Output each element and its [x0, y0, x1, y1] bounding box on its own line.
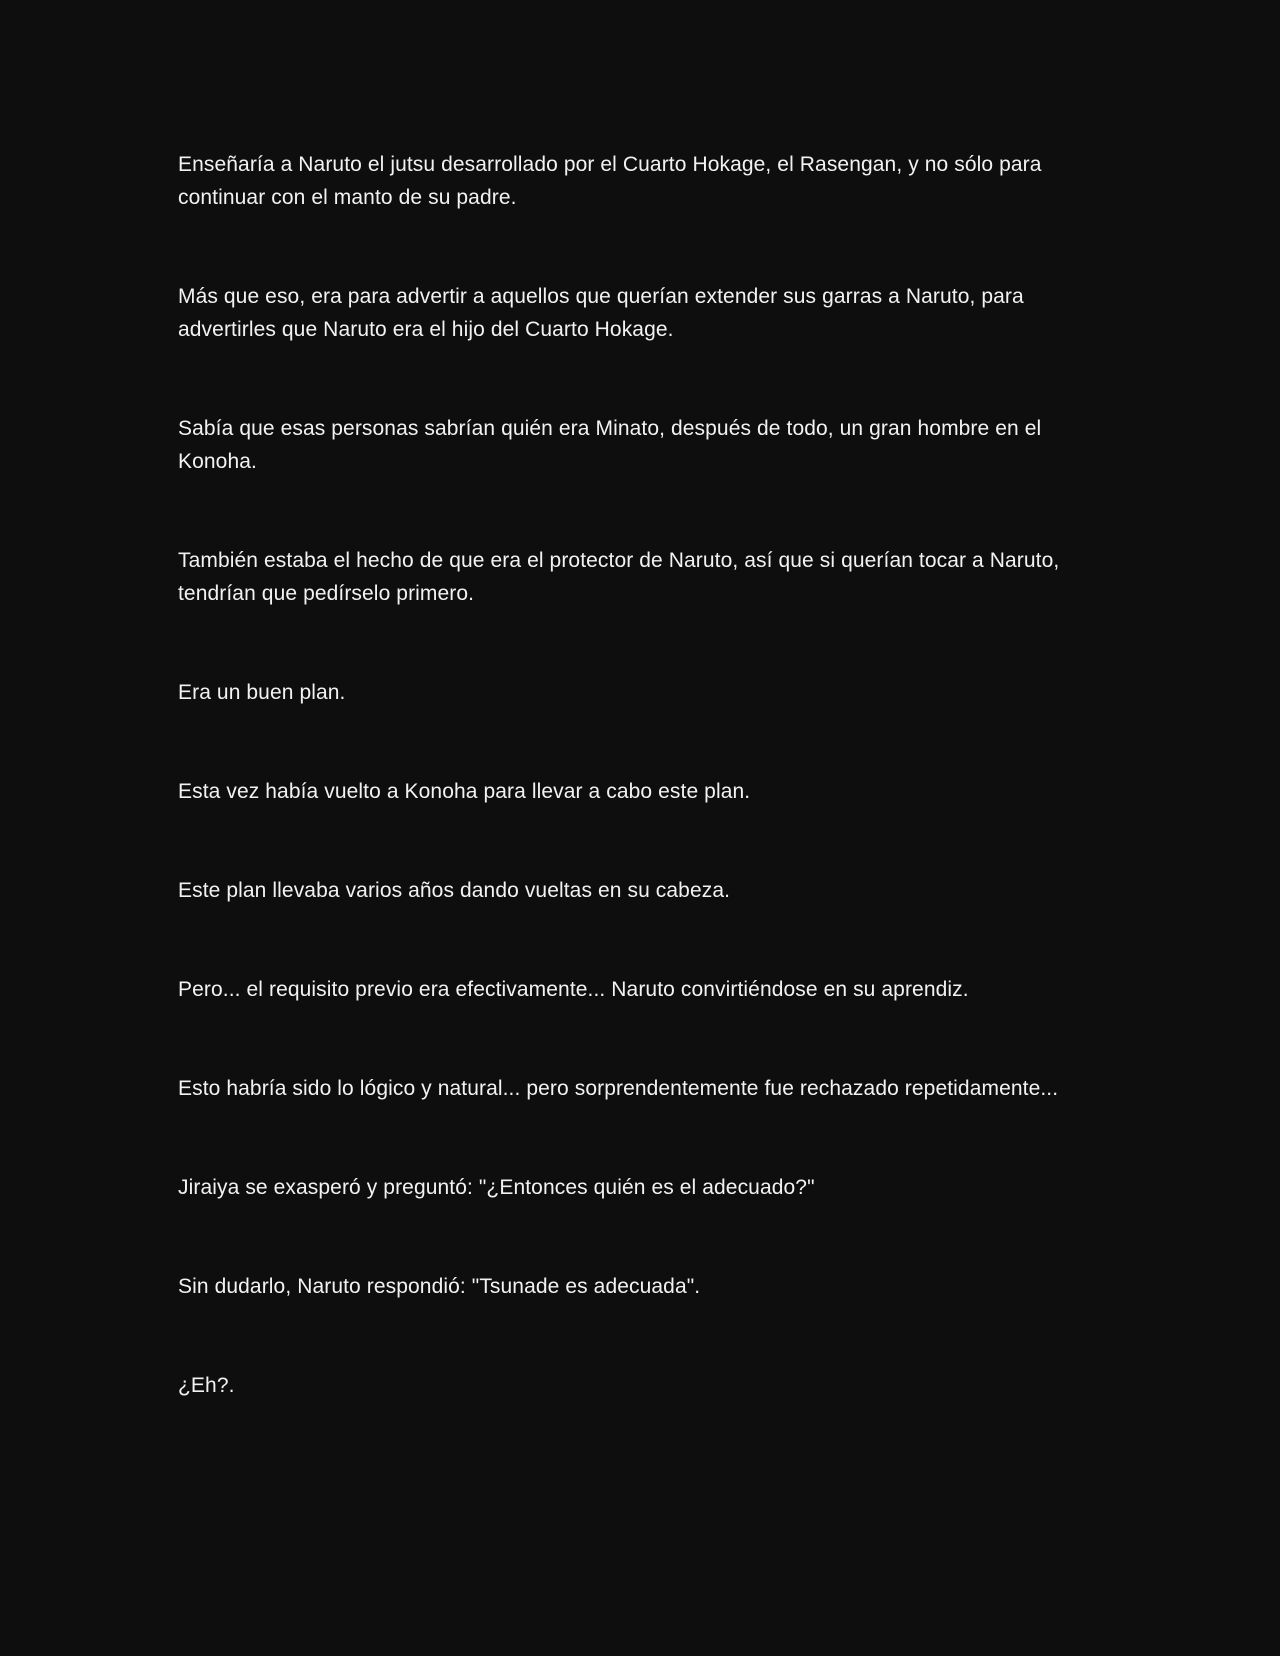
document-body — [178, 148, 1108, 1468]
paragraph: Sabía que esas personas sabrían quién era Minato, después de todo, un gran hombre en el Konoha. — [178, 417, 1042, 473]
paragraph: Más que eso, era para advertir a aquellos que querían extender sus garras a Naruto, para advertirles que Naruto era el hijo del Cuarto Hokage. — [178, 285, 1024, 341]
paragraph: Pero... el requisito previo era efectivamente... Naruto convirtiéndose en su aprendiz. — [178, 978, 969, 1001]
paragraph: Era un buen plan. — [178, 681, 346, 704]
paragraph: Sin dudarlo, Naruto respondió: "Tsunade es adecuada". — [178, 1275, 701, 1298]
paragraph: Jiraiya se exasperó y preguntó: "¿Entonces quién es el adecuado?" — [178, 1176, 815, 1199]
paragraph: Este plan llevaba varios años dando vueltas en su cabeza. — [178, 879, 731, 902]
paragraph: Esta vez había vuelto a Konoha para llevar a cabo este plan. — [178, 780, 751, 803]
paragraph: Enseñaría a Naruto el jutsu desarrollado por el Cuarto Hokage, el Rasengan, y no sólo para continuar con el manto de su padre. — [178, 153, 1042, 209]
paragraph: Esto habría sido lo lógico y natural... pero sorprendentemente fue rechazado repetidamente... — [178, 1077, 1059, 1100]
paragraph: ¿Eh?. — [178, 1374, 235, 1397]
paragraph: También estaba el hecho de que era el protector de Naruto, así que si querían tocar a Naruto, tendrían que pedírselo primero. — [178, 549, 1060, 605]
